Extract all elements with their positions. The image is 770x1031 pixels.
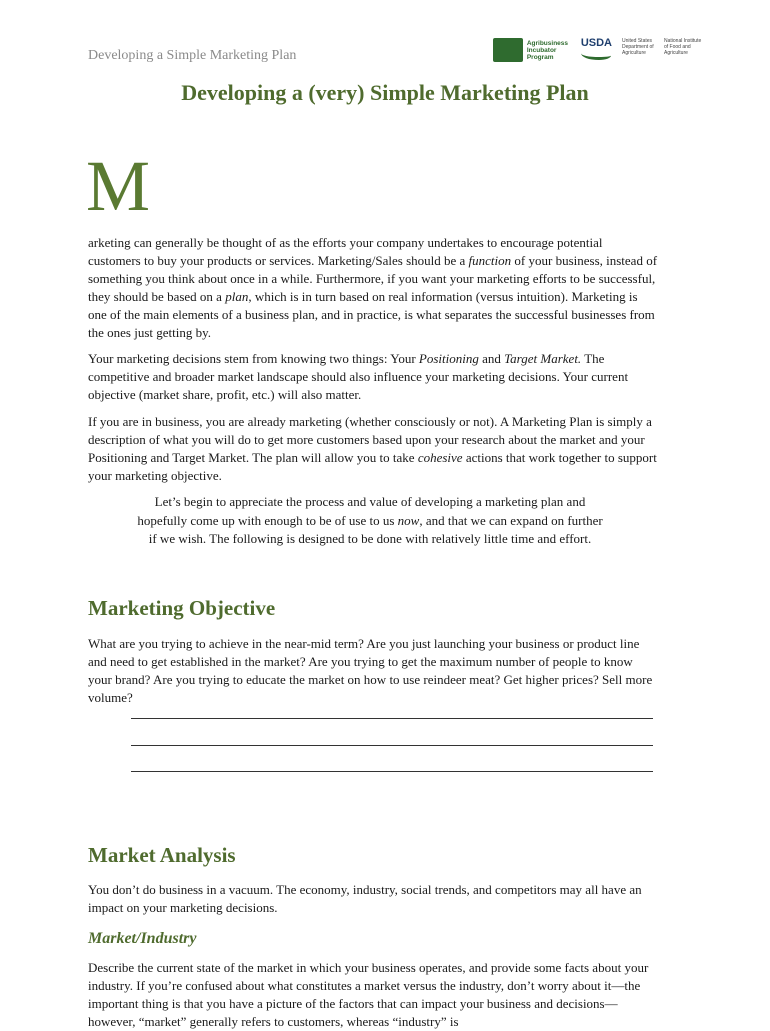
answer-line[interactable] <box>131 718 653 719</box>
usda-department-text: United States Department of Agriculture <box>622 38 654 56</box>
marketing-objective-text: What are you trying to achieve in the near-mid term? Are you just launching your business or product line and need to get established in the market? Are you trying to get the maximum number of people to know your brand? Are you trying to educate the market on how to use reindeer meat? Get higher prices? Sell more volume? <box>88 636 653 705</box>
running-header: Developing a Simple Marketing Plan <box>88 48 297 63</box>
marketing-objective-heading: Marketing Objective <box>88 596 276 620</box>
abi-logo-icon <box>493 38 523 62</box>
market-industry-subheading: Market/Industry <box>88 930 197 947</box>
document-title: Developing a (very) Simple Marketing Plan <box>181 80 589 105</box>
market-analysis-heading: Market Analysis <box>88 843 236 867</box>
abi-logo-text: Agribusiness Incubator Program <box>526 39 569 61</box>
intro-quote: Let’s begin to appreciate the process and value of developing a marketing plan and hopefully come up with enough to be of use to us now, and that we can expand on further if we wish. The following is designed to be done with relatively little time and effort. <box>137 494 603 546</box>
header-logos <box>493 38 702 70</box>
answer-line[interactable] <box>131 745 653 746</box>
intro-paragraph-1: arketing can generally be thought of as the efforts your company undertakes to encourage potential customers to buy your products or services. Marketing/Sales should be a function of your business, instead of something you think about once in a while. Furthermore, if you want your marketing efforts to be successful, they should be based on a plan, which is in turn based on real information (versus intuition). Marketing is one of the main elements of a business plan, and in practice, is what separates the successful businesses from the ones just getting by. <box>88 235 658 340</box>
answer-line[interactable] <box>131 771 653 772</box>
drop-cap: M <box>86 146 151 226</box>
agribusiness-incubator-logo <box>493 38 571 62</box>
nifa-text: National Institute of Food and Agriculture <box>664 38 702 56</box>
market-industry-text: Describe the current state of the market in which your business operates, and provide some facts about your industry. If you’re confused about what constitutes a market versus the industry, don’t worry about it—the important thing is that you have a picture of the factors that can impact your business and decisions—however, “market” generally refers to customers, whereas “industry” is <box>88 960 649 1029</box>
usda-logo-text: USDA <box>580 37 612 49</box>
intro-paragraph-2: Your marketing decisions stem from knowing two things: Your Positioning and Target Market. The competitive and broader market landscape should also influence your marketing decisions. Your current objective (market share, profit, etc.) will also matter. <box>88 351 629 402</box>
usda-logo <box>581 38 612 60</box>
intro-paragraph-3: If you are in business, you are already marketing (whether consciously or not). A Marketing Plan is simply a description of what you will do to get more customers based upon your research about the market and your Positioning and Target Market. The plan will allow you to take cohesive actions that work together to support your marketing objective. <box>88 414 657 483</box>
usda-hill-icon <box>581 49 611 60</box>
market-analysis-text: You don’t do business in a vacuum. The economy, industry, social trends, and competitors may all have an impact on your marketing decisions. <box>88 882 642 915</box>
